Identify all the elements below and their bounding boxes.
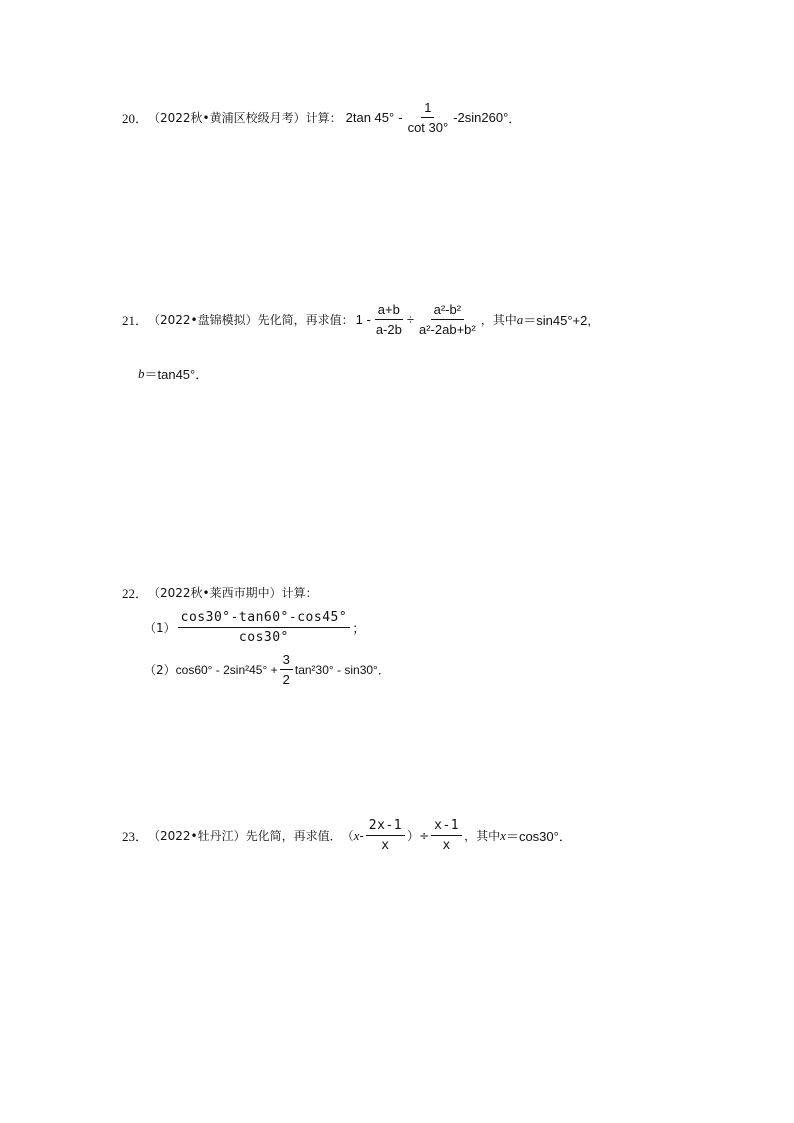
close-paren-divide: ）÷ (407, 829, 430, 843)
problem-22-part-1 (144, 610, 365, 645)
fraction-denominator: cos30° (238, 630, 289, 645)
fraction-numerator: a²-b² (431, 302, 464, 320)
math-term: tan²30° - sin30°． (294, 663, 390, 677)
fraction-numerator: 1 (421, 100, 434, 118)
problem-number: 23． (122, 829, 149, 844)
math-term: 1 - (355, 312, 371, 327)
variable-x: x (500, 827, 506, 843)
semicolon: ； (352, 622, 366, 637)
math-term: -2sin (453, 110, 482, 125)
fraction-numerator: x-1 (431, 818, 462, 836)
fraction (405, 100, 452, 135)
problem-source: （2022•牡丹江）先化简，再求值． (148, 829, 342, 843)
variable-a: a (516, 311, 524, 327)
condition-a: ＝sin45°+2, (523, 313, 591, 328)
fraction-numerator: 3 (280, 652, 293, 670)
condition-x: ＝cos30°． (505, 829, 572, 844)
fraction-denominator: a-2b (375, 322, 402, 337)
problem-number: 22． (122, 586, 149, 601)
condition-b: ＝tan45°． (144, 367, 209, 382)
part-label: （1） (144, 621, 176, 635)
variable-x: x (353, 827, 360, 843)
problem-22-part-2 (144, 652, 390, 687)
problem-22 (122, 583, 318, 602)
fraction (373, 302, 405, 337)
fraction-denominator: 2 (282, 672, 290, 687)
fraction-denominator: x (381, 838, 390, 853)
problem-source: （2022秋•黄浦区校级月考）计算： (148, 111, 342, 125)
fraction-numerator: a+b (375, 302, 403, 320)
condition-text: ，其中 (464, 829, 501, 843)
fraction (280, 652, 293, 687)
fraction (416, 302, 479, 337)
minus-sign: - (359, 828, 364, 843)
fraction-numerator: 2x-1 (366, 818, 405, 836)
variable-b: b (138, 365, 145, 381)
fraction (366, 818, 405, 853)
minus-sign: - (398, 110, 403, 125)
period: ． (508, 112, 522, 127)
math-term: cos60° - 2sin²45° + (175, 662, 278, 677)
condition-text: ，其中 (480, 313, 517, 327)
problem-number: 21． (122, 313, 149, 328)
problem-number: 20． (122, 111, 149, 126)
fraction-numerator: cos30°-tan60°-cos45° (178, 610, 351, 628)
fraction-denominator: cot 30° (407, 120, 449, 135)
problem-21 (122, 302, 591, 337)
fraction (431, 818, 462, 853)
math-term: 2tan 45° (345, 110, 395, 125)
problem-source: （2022•盘锦模拟）先化简，再求值： (148, 313, 354, 327)
open-paren: （ (341, 829, 354, 843)
problem-23 (122, 818, 572, 853)
problem-21-line2 (138, 364, 208, 383)
problem-source: （2022秋•莱西市期中）计算： (148, 586, 318, 600)
fraction-denominator: x (442, 838, 451, 853)
division-sign: ÷ (406, 312, 414, 327)
math-term: 60° (488, 110, 509, 125)
part-label: （2） (144, 663, 176, 677)
fraction (178, 610, 351, 645)
fraction-denominator: a²-2ab+b² (418, 322, 476, 337)
problem-20: 20． （2022秋•黄浦区校级月考）计算： 2tan 45° - $\frac{1}{\cot 30^\circ}$ -2sin 2 60° ． (122, 100, 522, 135)
